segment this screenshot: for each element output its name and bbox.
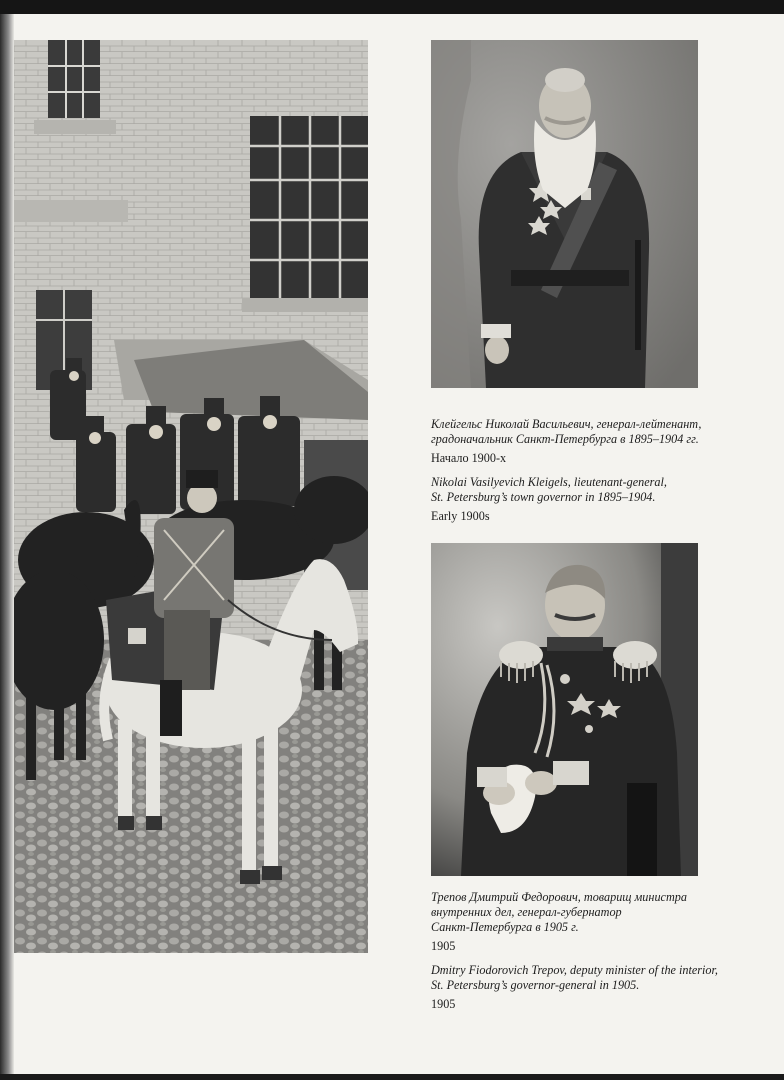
caption-kleigels: [431, 417, 761, 524]
caption-ru-line: внутренних дел, генерал-губернатор: [431, 905, 622, 919]
photo-trepov-portrait: [431, 543, 698, 876]
caption-en-date: 1905: [431, 997, 456, 1011]
caption-en-line: St. Petersburg’s governor-general in 1905.: [431, 978, 640, 992]
caption-trepov: [431, 890, 771, 1012]
photo-kleigels-portrait: [431, 40, 698, 388]
caption-en-line: Dmitry Fiodorovich Trepov, deputy minister of the interior,: [431, 963, 718, 977]
caption-en-line: Nikolai Vasilyevich Kleigels, lieutenant-general,: [431, 475, 667, 489]
caption-ru-date: 1905: [431, 939, 456, 953]
caption-ru-line: Трепов Дмитрий Федорович, товарищ министра: [431, 890, 687, 904]
caption-en-line: St. Petersburg’s town governor in 1895–1904.: [431, 490, 656, 504]
caption-en-date: Early 1900s: [431, 509, 490, 523]
book-gutter: [0, 14, 14, 1074]
caption-ru-date: Начало 1900-х: [431, 451, 507, 465]
caption-ru-line: градоначальник Санкт-Петербурга в 1895–1904 гг.: [431, 432, 699, 446]
scan-top-edge: [0, 0, 784, 14]
caption-ru-line: Клейгельс Николай Васильевич, генерал-лейтенант,: [431, 417, 702, 431]
photo-mounted-cavalry: [14, 40, 368, 953]
caption-ru-line: Санкт-Петербурга в 1905 г.: [431, 920, 579, 934]
